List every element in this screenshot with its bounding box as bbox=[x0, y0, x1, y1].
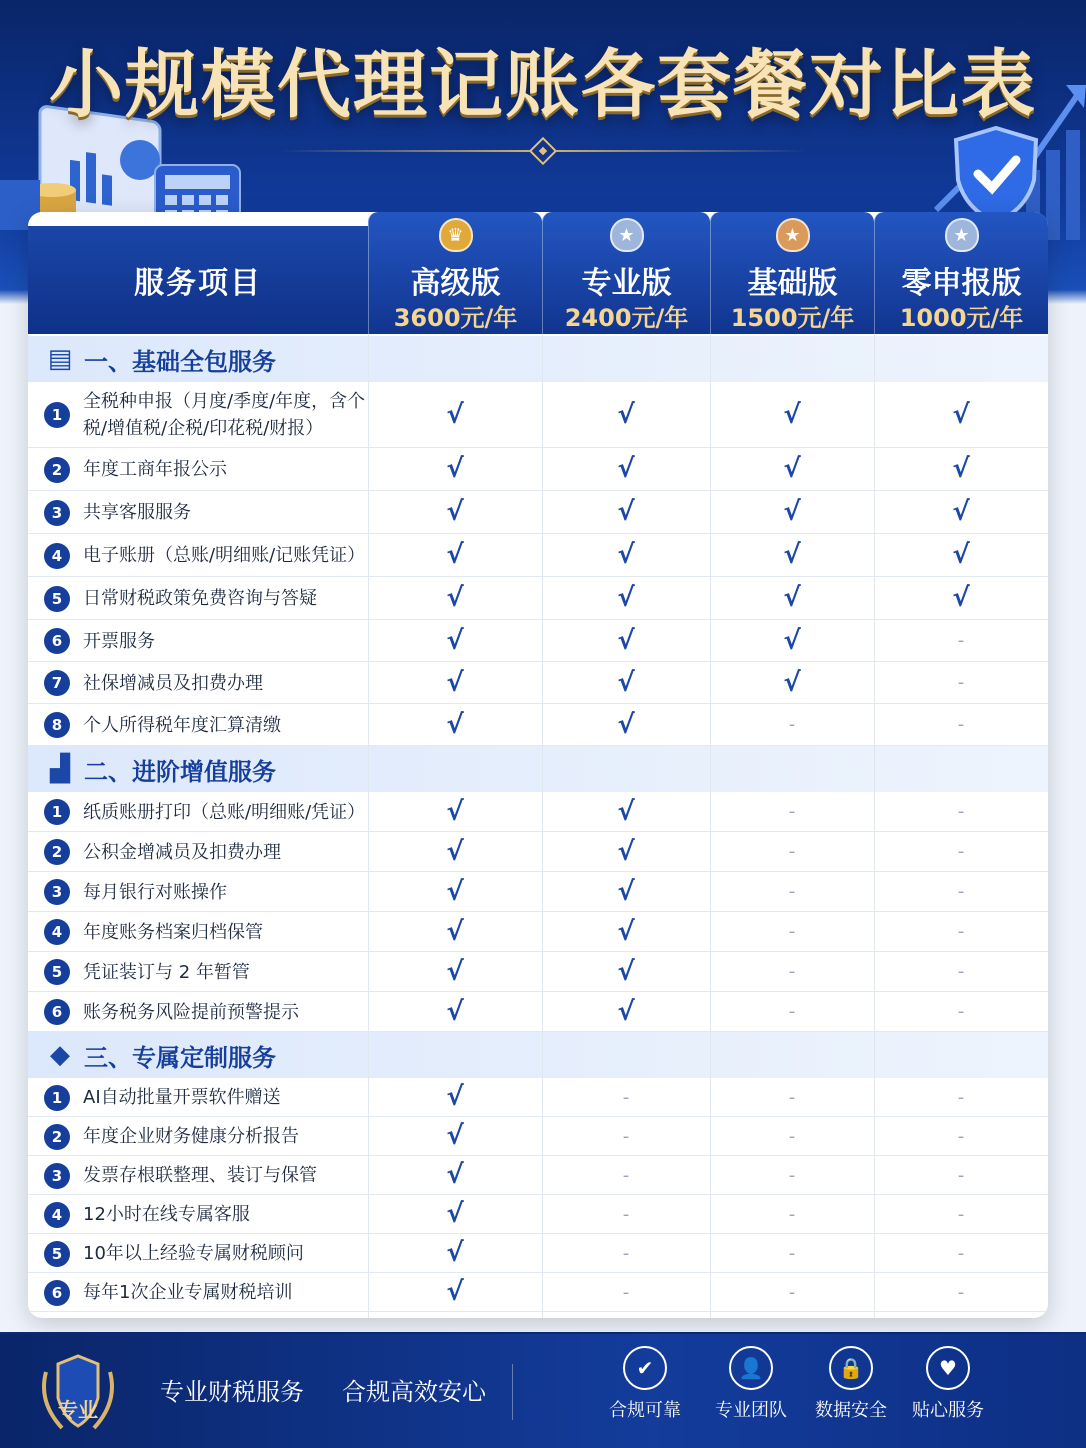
section-header-1 bbox=[28, 336, 1048, 382]
footer-badge-text: 专业 bbox=[58, 1398, 98, 1422]
dash-mark: - bbox=[957, 1203, 965, 1225]
service-item-label: 共享客服服务 bbox=[83, 502, 191, 523]
star-shield-icon: ★ bbox=[776, 218, 810, 252]
footer-feature bbox=[605, 1346, 685, 1422]
dash-mark: - bbox=[788, 1001, 796, 1022]
check-mark-icon: √ bbox=[446, 625, 464, 656]
check-mark-icon: √ bbox=[446, 996, 464, 1027]
check-mark-icon: √ bbox=[952, 497, 970, 527]
page-header bbox=[0, 0, 1086, 240]
check-mark-icon: √ bbox=[446, 1238, 464, 1268]
service-item-label: 全税种申报（月度/季度/年度，含个税/增值税/企税/印花税/财报） bbox=[83, 391, 366, 439]
section-title: 三、专属定制服务 bbox=[84, 1043, 276, 1072]
service-item-label: 开票服务 bbox=[83, 630, 155, 652]
dash-mark: - bbox=[957, 801, 965, 822]
dash-mark: - bbox=[957, 961, 965, 982]
table-row bbox=[28, 491, 1048, 534]
section-title: 一、基础全包服务 bbox=[84, 347, 276, 376]
laurel-badge-icon bbox=[28, 1342, 128, 1442]
table-row bbox=[28, 792, 1048, 832]
dash-mark: - bbox=[957, 1242, 965, 1264]
table-row bbox=[28, 1195, 1048, 1234]
check-mark-icon: √ bbox=[783, 454, 801, 484]
star-shield-icon: ★ bbox=[610, 218, 644, 252]
table-row bbox=[28, 382, 1048, 448]
footer-feature-label: 贴心服务 bbox=[912, 1400, 984, 1421]
check-mark-icon: √ bbox=[446, 1277, 464, 1307]
dash-mark: - bbox=[957, 1086, 965, 1108]
service-item-label: AI自动批量开票软件赠送 bbox=[83, 1087, 281, 1108]
service-item-label: 12小时在线专属客服 bbox=[83, 1204, 250, 1225]
table-header bbox=[28, 212, 1048, 334]
plan-header-3 bbox=[710, 212, 874, 334]
dash-mark: - bbox=[957, 841, 965, 862]
service-item-label: 个人所得税年度汇算清缴 bbox=[83, 714, 281, 736]
row-number-badge: 3 bbox=[44, 500, 70, 526]
column-divider bbox=[368, 334, 369, 1318]
table-row bbox=[28, 1117, 1048, 1156]
row-number-badge: 4 bbox=[44, 1202, 70, 1228]
plan-price: 3600元/年 bbox=[393, 304, 518, 332]
row-number-badge: 4 bbox=[44, 543, 70, 569]
check-mark-icon: √ bbox=[446, 1082, 464, 1112]
check-mark-icon: √ bbox=[617, 497, 635, 527]
dash-mark: - bbox=[957, 1164, 965, 1186]
plan-header-4 bbox=[874, 212, 1048, 334]
column-divider bbox=[542, 334, 543, 1318]
plan-name: 基础版 bbox=[747, 266, 838, 301]
plan-name: 专业版 bbox=[581, 266, 672, 301]
growth-chart-icon: ▟ bbox=[50, 754, 70, 784]
service-item-label: 年度账务档案归档保管 bbox=[83, 921, 263, 943]
check-mark-icon: √ bbox=[446, 667, 464, 698]
check-mark-icon: √ bbox=[446, 454, 464, 484]
service-item-label: 电子账册（总账/明细账/记账凭证） bbox=[83, 545, 366, 566]
table-row bbox=[28, 912, 1048, 952]
row-number-badge: 7 bbox=[44, 670, 70, 696]
dash-mark: - bbox=[957, 1125, 965, 1147]
row-number-badge: 6 bbox=[44, 1280, 70, 1306]
plan-header-2 bbox=[542, 212, 710, 334]
row-number-badge: 1 bbox=[44, 1085, 70, 1111]
check-mark-icon: √ bbox=[783, 625, 801, 656]
check-mark-icon: √ bbox=[617, 836, 635, 867]
dash-mark: - bbox=[957, 881, 965, 902]
row-number-badge: 2 bbox=[44, 839, 70, 865]
row-number-badge: 1 bbox=[44, 799, 70, 825]
check-mark-icon: √ bbox=[617, 709, 635, 740]
row-number-badge: 3 bbox=[44, 1163, 70, 1189]
dash-mark: - bbox=[788, 1164, 796, 1186]
diamond-icon: ◆ bbox=[50, 1040, 70, 1070]
table-row bbox=[28, 620, 1048, 662]
check-mark-icon: √ bbox=[617, 916, 635, 947]
check-mark-icon: √ bbox=[446, 916, 464, 947]
service-item-label: 发票存根联整理、装订与保管 bbox=[83, 1165, 317, 1186]
dash-mark: - bbox=[788, 714, 796, 735]
table-row bbox=[28, 534, 1048, 577]
column-divider bbox=[710, 334, 711, 1318]
footer-feature-label: 合规可靠 bbox=[609, 1400, 681, 1421]
clipboard-icon: ▤ bbox=[47, 344, 73, 374]
check-mark-icon: √ bbox=[446, 1160, 464, 1190]
check-mark-icon: √ bbox=[783, 583, 801, 613]
section-title: 二、进阶增值服务 bbox=[84, 757, 276, 786]
footer-slogan-1: 专业财税服务 bbox=[160, 1378, 304, 1406]
dash-mark: - bbox=[957, 714, 965, 735]
service-item-label: 每年1次企业专属财税培训 bbox=[83, 1282, 293, 1303]
dash-mark: - bbox=[957, 630, 965, 651]
footer-separator bbox=[512, 1364, 513, 1420]
footer-feature-label: 数据安全 bbox=[815, 1400, 887, 1421]
row-number-badge: 3 bbox=[44, 879, 70, 905]
check-mark-icon: √ bbox=[617, 583, 635, 613]
dash-mark: - bbox=[788, 1203, 796, 1225]
check-mark-icon: √ bbox=[617, 996, 635, 1027]
section-header-2 bbox=[28, 746, 1048, 792]
dash-mark: - bbox=[788, 801, 796, 822]
plan-header-1 bbox=[368, 212, 542, 334]
table-row bbox=[28, 1273, 1048, 1312]
page-footer bbox=[0, 1334, 1086, 1448]
dash-mark: - bbox=[788, 961, 796, 982]
star-shield-icon: ★ bbox=[945, 218, 979, 252]
table-row bbox=[28, 704, 1048, 746]
check-mark-icon: √ bbox=[446, 540, 464, 570]
plan-name: 高级版 bbox=[410, 266, 501, 301]
check-mark-icon: √ bbox=[446, 399, 464, 430]
check-mark-icon: √ bbox=[446, 1199, 464, 1229]
dash-mark: - bbox=[957, 1001, 965, 1022]
plan-price: 1000元/年 bbox=[899, 304, 1024, 332]
service-item-label: 账务税务风险提前预警提示 bbox=[83, 1001, 299, 1023]
dash-mark: - bbox=[788, 841, 796, 862]
divider-diamond-icon bbox=[529, 137, 557, 165]
check-mark-icon: √ bbox=[617, 876, 635, 907]
footer-feature-label: 专业团队 bbox=[715, 1400, 787, 1421]
check-mark-icon: √ bbox=[952, 583, 970, 613]
row-number-badge: 5 bbox=[44, 959, 70, 985]
row-number-badge: 5 bbox=[44, 586, 70, 612]
dash-mark: - bbox=[622, 1203, 630, 1225]
check-mark-icon: √ bbox=[952, 454, 970, 484]
table-row bbox=[28, 1234, 1048, 1273]
row-number-badge: 1 bbox=[44, 402, 70, 428]
check-mark-icon: √ bbox=[783, 540, 801, 570]
check-mark-icon: √ bbox=[446, 836, 464, 867]
row-number-badge: 8 bbox=[44, 712, 70, 738]
lock-icon: 🔒 bbox=[829, 1346, 873, 1390]
table-row bbox=[28, 448, 1048, 491]
row-number-badge: 2 bbox=[44, 457, 70, 483]
column-divider bbox=[874, 334, 875, 1318]
footer-feature bbox=[908, 1346, 988, 1422]
service-item-label: 每月银行对账操作 bbox=[83, 881, 227, 903]
dash-mark: - bbox=[957, 672, 965, 693]
dash-mark: - bbox=[788, 1086, 796, 1108]
shield-check-icon: ✔ bbox=[623, 1346, 667, 1390]
service-item-label: 年度企业财务健康分析报告 bbox=[83, 1126, 299, 1147]
dash-mark: - bbox=[957, 1281, 965, 1303]
table-row bbox=[28, 1156, 1048, 1195]
footer-feature bbox=[811, 1346, 891, 1422]
dash-mark: - bbox=[622, 1086, 630, 1108]
footer-feature bbox=[711, 1346, 791, 1422]
row-number-badge: 4 bbox=[44, 919, 70, 945]
heart-handshake-icon: ♥ bbox=[926, 1346, 970, 1390]
row-number-badge: 6 bbox=[44, 628, 70, 654]
plan-price: 2400元/年 bbox=[564, 304, 689, 332]
service-item-label: 10年以上经验专属财税顾问 bbox=[83, 1243, 304, 1264]
check-mark-icon: √ bbox=[446, 583, 464, 613]
dash-mark: - bbox=[788, 1281, 796, 1303]
row-number-badge: 2 bbox=[44, 1124, 70, 1150]
table-row bbox=[28, 662, 1048, 704]
crown-shield-icon: ♛ bbox=[439, 218, 473, 252]
check-mark-icon: √ bbox=[783, 399, 801, 430]
check-mark-icon: √ bbox=[952, 399, 970, 430]
check-mark-icon: √ bbox=[617, 796, 635, 827]
dash-mark: - bbox=[622, 1242, 630, 1264]
dash-mark: - bbox=[788, 921, 796, 942]
check-mark-icon: √ bbox=[952, 540, 970, 570]
check-mark-icon: √ bbox=[446, 956, 464, 987]
check-mark-icon: √ bbox=[617, 454, 635, 484]
check-mark-icon: √ bbox=[783, 667, 801, 698]
page-title: 小规模代理记账各套餐对比表 bbox=[49, 42, 1037, 128]
service-item-label: 社保增减员及扣费办理 bbox=[83, 672, 263, 694]
plan-price: 1500元/年 bbox=[730, 304, 855, 332]
dash-mark: - bbox=[622, 1125, 630, 1147]
check-mark-icon: √ bbox=[617, 956, 635, 987]
dash-mark: - bbox=[957, 921, 965, 942]
service-item-label: 纸质账册打印（总账/明细账/凭证） bbox=[83, 801, 366, 823]
dash-mark: - bbox=[622, 1281, 630, 1303]
table-row bbox=[28, 577, 1048, 620]
footer-slogan-2: 合规高效安心 bbox=[342, 1378, 486, 1406]
check-mark-icon: √ bbox=[446, 796, 464, 827]
check-mark-icon: √ bbox=[446, 709, 464, 740]
plan-name: 零申报版 bbox=[901, 266, 1022, 301]
section-header-3 bbox=[28, 1032, 1048, 1078]
check-mark-icon: √ bbox=[617, 667, 635, 698]
check-mark-icon: √ bbox=[446, 876, 464, 907]
dash-mark: - bbox=[788, 881, 796, 902]
table-row bbox=[28, 952, 1048, 992]
dash-mark: - bbox=[622, 1164, 630, 1186]
dash-mark: - bbox=[788, 1242, 796, 1264]
service-item-label: 年度工商年报公示 bbox=[83, 459, 227, 480]
table-row bbox=[28, 992, 1048, 1032]
check-mark-icon: √ bbox=[617, 399, 635, 430]
row-number-badge: 5 bbox=[44, 1241, 70, 1267]
table-row bbox=[28, 872, 1048, 912]
check-mark-icon: √ bbox=[446, 497, 464, 527]
check-mark-icon: √ bbox=[783, 497, 801, 527]
check-mark-icon: √ bbox=[617, 540, 635, 570]
comparison-table bbox=[28, 212, 1048, 1318]
check-mark-icon: √ bbox=[446, 1121, 464, 1151]
service-item-label: 凭证装订与 2 年暂管 bbox=[83, 961, 250, 983]
person-icon: 👤 bbox=[729, 1346, 773, 1390]
row-number-badge: 6 bbox=[44, 999, 70, 1025]
service-item-label: 日常财税政策免费咨询与答疑 bbox=[83, 588, 317, 609]
table-row bbox=[28, 832, 1048, 872]
dash-mark: - bbox=[788, 1125, 796, 1147]
service-item-label: 公积金增减员及扣费办理 bbox=[83, 841, 281, 863]
check-mark-icon: √ bbox=[617, 625, 635, 656]
table-row bbox=[28, 1078, 1048, 1117]
service-column-header: 服务项目 bbox=[28, 226, 368, 334]
